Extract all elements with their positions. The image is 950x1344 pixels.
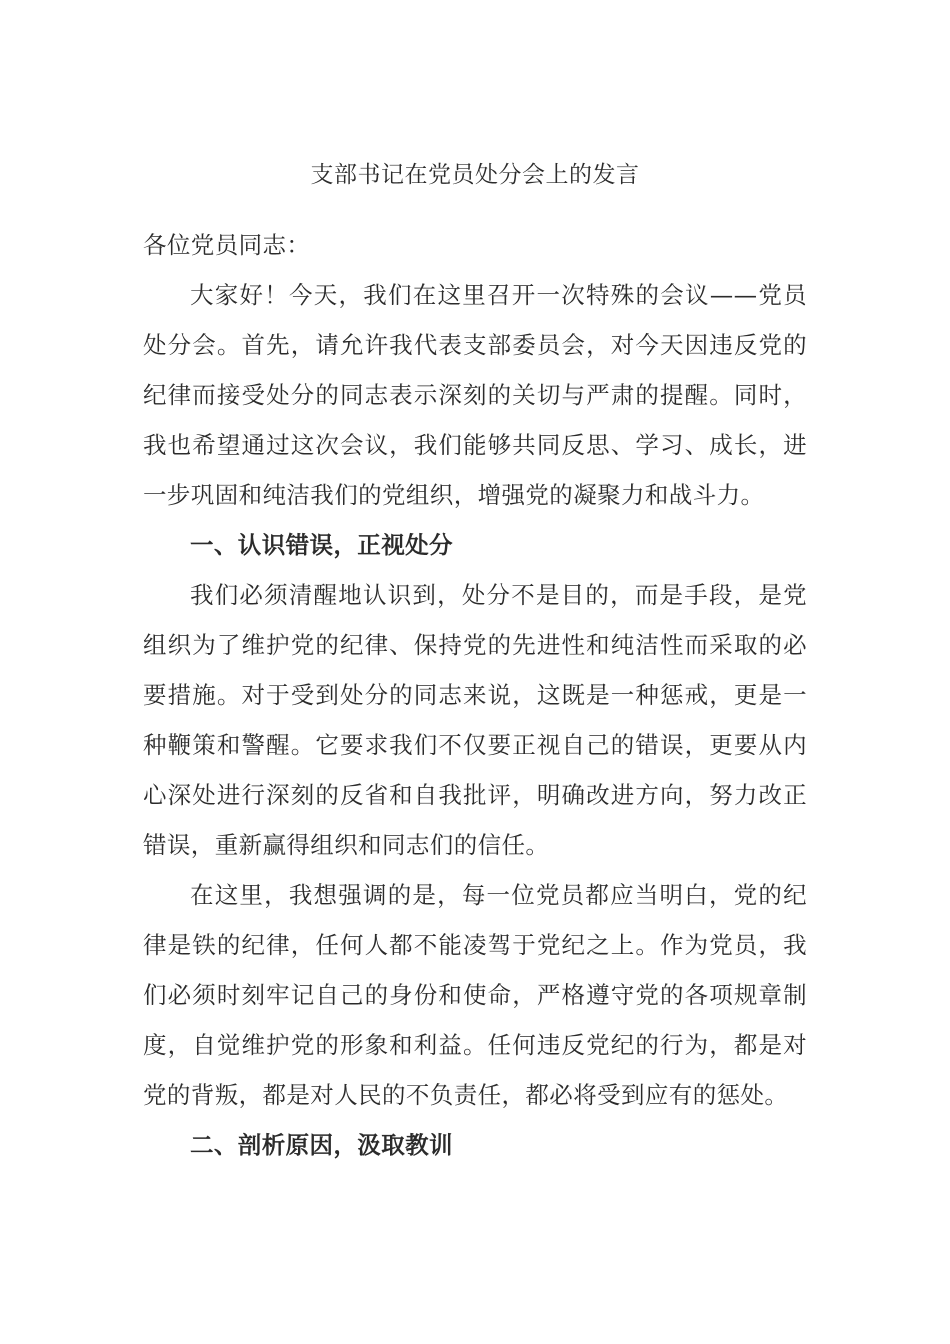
document-body [143, 220, 807, 1170]
section-1-paragraph-1: 我们必须清醒地认识到，处分不是目的，而是手段，是党组织为了维护党的纪律、保持党的先进性和纯洁性而采取的必要措施。对于受到处分的同志来说，这既是一种惩戒，更是一种鞭策和警醒。它要求我们不仅要正视自己的错误，更要从内心深处进行深刻的反省和自我批评，明确改进方向，努力改正错误，重新赢得组织和同志们的信任。 [143, 581, 807, 859]
intro-paragraph: 大家好！今天，我们在这里召开一次特殊的会议——党员处分会。首先，请允许我代表支部委员会，对今天因违反党的纪律而接受处分的同志表示深刻的关切与严肃的提醒。同时，我也希望通过这次会议，我们能够共同反思、学习、成长，进一步巩固和纯洁我们的党组织，增强党的凝聚力和战斗力。 [143, 281, 807, 509]
greeting: 各位党员同志： [143, 231, 311, 259]
document-title: 支部书记在党员处分会上的发言 [310, 162, 640, 188]
section-1-heading: 一、认识错误，正视处分 [190, 531, 453, 559]
section-1-paragraph-2: 在这里，我想强调的是，每一位党员都应当明白，党的纪律是铁的纪律，任何人都不能凌驾于党纪之上。作为党员，我们必须时刻牢记自己的身份和使命，严格遵守党的各项规章制度，自觉维护党的形象和利益。任何违反党纪的行为，都是对党的背叛，都是对人民的不负责任，都必将受到应有的惩处。 [143, 881, 807, 1109]
section-2-heading: 二、剖析原因，汲取教训 [190, 1131, 453, 1159]
